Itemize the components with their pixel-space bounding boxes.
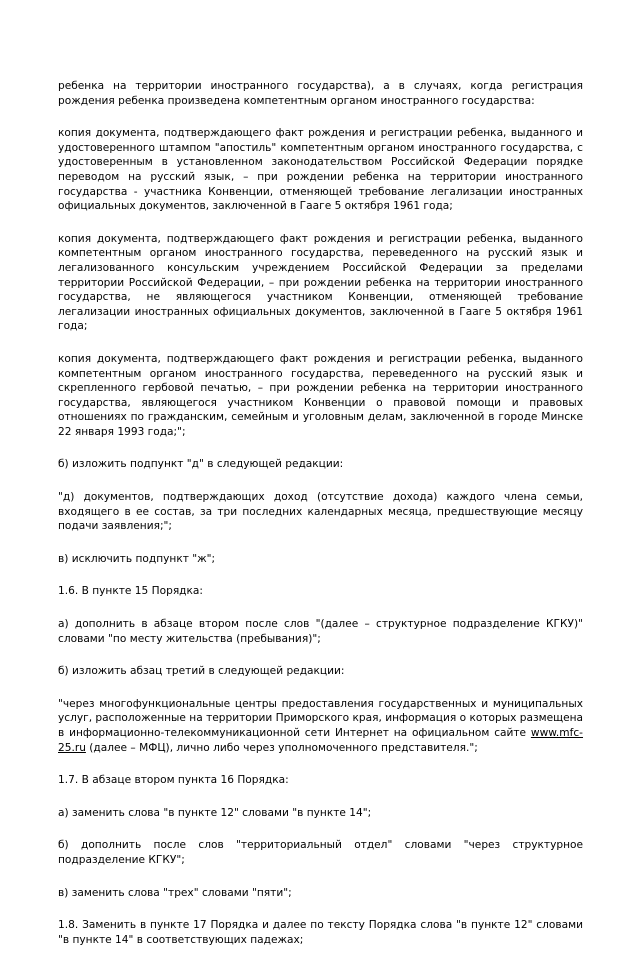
paragraph-16: 1.8. Заменить в пункте 17 Порядка и далее по тексту Порядка слова "в пункте 12" словами "в пункте 14" в соответствующих падежах; — [58, 919, 583, 946]
paragraph-link — [58, 697, 583, 755]
link-paragraph-after: (далее – МФЦ), лично либо через уполномоченного представителя."; — [85, 741, 478, 754]
document-page — [58, 79, 583, 965]
paragraph-3: копия документа, подтверждающего факт рождения и регистрации ребенка, выданного компетентным органом иностранного государства, переведенного на русский язык и легализованного консульским учреждением Российской Федерации за пределами территории Российской Федерации, – при рождении ребенка на территории иностранного государства, не являющегося участником Конвенции, отменяющей требование легализации иностранных официальных документов, заключенной в Гааге 5 октября 1961 года; — [58, 232, 583, 333]
paragraph-4: копия документа, подтверждающего факт рождения и регистрации ребенка, выданного компетентным органом иностранного государства, переведенного на русский язык и скрепленного гербовой печатью, – при рождении ребенка на территории иностранного государства, являющегося участником Конвенции о правовой помощи и правовых отношениях по гражданским, семейным и уголовным делам, заключенной в городе Минске 22 января 1993 года;"; — [58, 352, 583, 438]
paragraph-9: а) дополнить в абзаце втором после слов "(далее – структурное подразделение КГКУ)" словами "по месту жительства (пребывания)"; — [58, 618, 583, 645]
paragraph-5: б) изложить подпункт "д" в следующей редакции: — [58, 458, 344, 471]
paragraph-2: копия документа, подтверждающего факт рождения и регистрации ребенка, выданного и удостоверенного штампом "апостиль" компетентным органом иностранного государства, с удостоверенным в установленном законодательством Российской Федерации порядке переводом на русский язык, – при рождении ребенка на территории иностранного государства - участника Конвенции, отменяющей требование легализации иностранных официальных документов, заключенной в Гааге 5 октября 1961 года; — [58, 127, 583, 213]
mfc-website-link[interactable]: www.mfc-25.ru — [58, 727, 583, 754]
paragraph-8: 1.6. В пункте 15 Порядка: — [58, 585, 203, 598]
paragraph-14: б) дополнить после слов "территориальный отдел" словами "через структурное подразделение КГКУ"; — [58, 839, 583, 866]
paragraph-7: в) исключить подпункт "ж"; — [58, 552, 216, 565]
paragraph-1: ребенка на территории иностранного государства), а в случаях, когда регистрация рождения ребенка произведена компетентным органом иностранного государства: — [58, 80, 583, 107]
paragraph-6: "д) документов, подтверждающих доход (отсутствие дохода) каждого члена семьи, входящего в ее состав, за три последних календарных месяца, предшествующие месяцу подачи заявления;"; — [58, 491, 583, 533]
paragraph-13: а) заменить слова "в пункте 12" словами "в пункте 14"; — [58, 806, 372, 819]
paragraph-10: б) изложить абзац третий в следующей редакции: — [58, 665, 345, 678]
paragraph-12: 1.7. В абзаце втором пункта 16 Порядка: — [58, 774, 289, 787]
link-paragraph-before: "через многофункциональные центры предоставления государственных и муниципальных услуг, расположенные на территории Приморского края, информация о которых размещена в информационно-телекоммуникационной сети Интернет на официальном сайте — [58, 697, 584, 739]
paragraph-15: в) заменить слова "трех" словами "пяти"; — [58, 886, 292, 899]
